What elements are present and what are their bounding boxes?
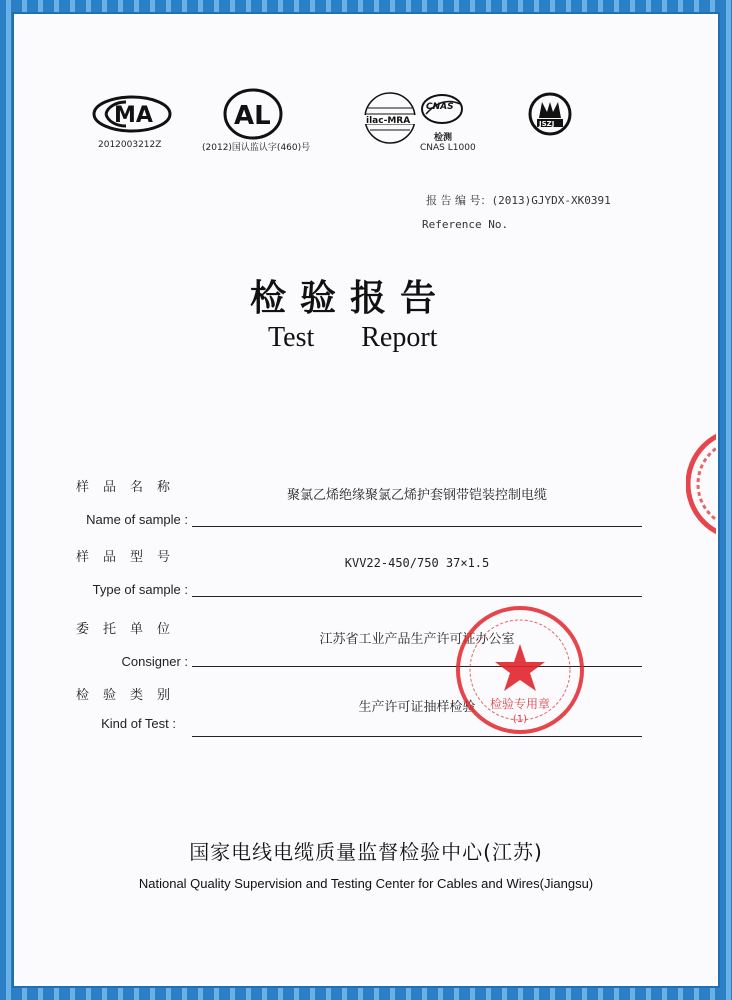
cnas-caption: CNAS L1000 (420, 143, 476, 153)
field-name-label-en: Name of sample : (86, 512, 188, 527)
certificate-sheet (16, 16, 716, 984)
cal-logo-icon (222, 88, 284, 140)
edge-seal-icon (686, 424, 716, 544)
field-consigner-label-cn: 委托单位 (76, 622, 185, 637)
field-name-value: 聚氯乙烯绝缘聚氯乙烯护套钢带铠装控制电缆 (286, 488, 547, 503)
cma-caption: 2012003212Z (98, 140, 162, 150)
reference-number (426, 192, 611, 208)
cal-logo-text: AL (234, 101, 271, 131)
seal-text: 检验专用章 (489, 697, 551, 711)
field-kind-value: 生产许可证抽样检验 (358, 700, 476, 715)
field-type-value: KVV22-450/750 37×1.5 (344, 556, 490, 570)
field-type-label-cn: 样品型号 (76, 550, 185, 565)
cnas-caption-cn: 检测 (434, 133, 453, 143)
issuer-name-cn: 国家电线电缆质量监督检验中心(江苏) (189, 840, 543, 864)
cma-logo-icon (92, 94, 172, 134)
field-consigner-label-en: Consigner : (121, 654, 188, 669)
field-type-label-en: Type of sample : (92, 582, 188, 597)
cma-logo-text: MA (114, 103, 153, 128)
field-kind-label-cn: 检验类别 (76, 688, 185, 703)
cnas-text: CNAS (426, 102, 454, 112)
cnas-logo-icon (420, 92, 464, 126)
issuer-name-en: National Quality Supervision and Testing Center for Cables and Wires(Jiangsu) (138, 876, 594, 891)
red-seal-star-icon (452, 602, 588, 738)
jszj-text: JSZJ (539, 120, 555, 128)
ilac-mra-logo-icon (362, 90, 418, 146)
reference-label-en: Reference No. (422, 218, 509, 231)
field-name-underline (192, 526, 642, 527)
field-name-label-cn: 样品名称 (76, 480, 185, 495)
ilac-mra-text: ilac-MRA (366, 116, 411, 126)
field-kind-label-en: Kind of Test : (101, 716, 176, 731)
page-title-en: Test Report (268, 322, 438, 353)
cal-caption: (2012)国认监认字(460)号 (202, 143, 311, 153)
field-type-underline (192, 596, 642, 597)
reference-number-value: (2013)GJYDX-XK0391 (491, 194, 611, 207)
field-consigner-value: 江苏省工业产品生产许可证办公室 (319, 632, 515, 647)
seal-number: (1) (512, 714, 528, 725)
page-title-cn: 检验报告 (250, 278, 451, 319)
jszj-logo-icon (528, 92, 572, 136)
reference-number-label: 报 告 编 号： (426, 194, 492, 207)
